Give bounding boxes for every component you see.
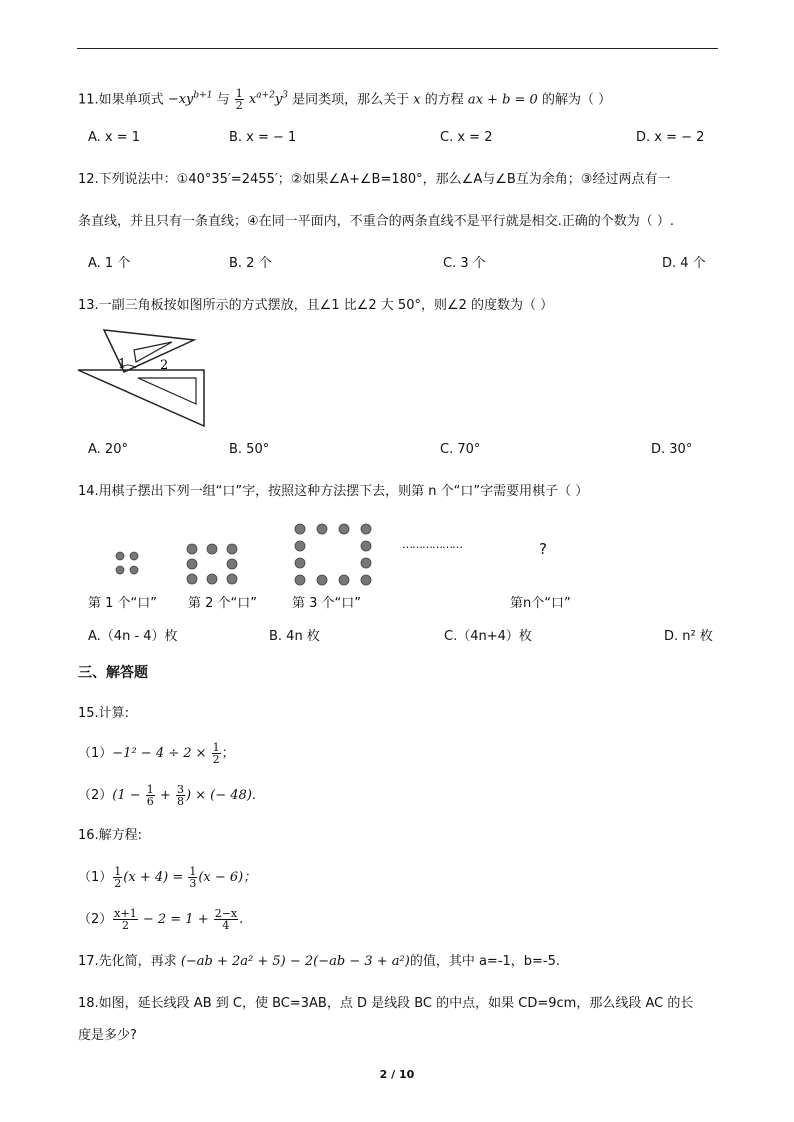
q14-option-a: A.（4n - 4）枚	[88, 629, 178, 644]
question-11	[78, 86, 718, 111]
angle-2-label: 2	[160, 358, 169, 373]
q11-variable: x	[413, 92, 421, 108]
q14-caption-2: 第 2 个“口”	[188, 596, 258, 611]
q14-question-mark: ?	[539, 540, 547, 558]
top-rule	[77, 48, 718, 49]
q14-option-c: C.（4n+4）枚	[444, 629, 532, 644]
q12-option-c: C. 3 个	[443, 256, 486, 271]
q15-p2-fraction-1: $\frac{1}{6}$	[146, 783, 154, 808]
q13-option-a: A. 20°	[88, 442, 128, 457]
q14-option-b: B. 4n 枚	[269, 629, 320, 644]
q11-text: 11.如果单项式	[78, 92, 168, 108]
q16-p2-fraction-1: $\frac{x+1}{2}$	[114, 907, 137, 932]
q15-p1-expression: −1² − 4 ÷ 2 ×	[112, 746, 211, 761]
q11-monomial-2: $x^{a+2}y^3$	[248, 91, 288, 108]
q11-text: 与	[216, 92, 234, 108]
q15-title: 15.计算:	[78, 706, 130, 721]
q16-title: 16.解方程:	[78, 828, 143, 843]
q15-p2-fraction-2: $\frac{3}{8}$	[176, 783, 184, 808]
pattern-3	[295, 524, 371, 585]
q13-option-d: D. 30°	[651, 442, 693, 457]
q12-option-b: B. 2 个	[229, 256, 272, 271]
q16-p2-fraction-2: $\frac{2-x}{4}$	[214, 907, 238, 932]
pattern-1	[116, 552, 138, 574]
q18-line-2: 度是多少?	[78, 1028, 137, 1043]
q11-text: 的解为（ ）	[541, 92, 612, 108]
angle-1-label: 1	[118, 357, 127, 372]
q14-caption-3: 第 3 个“口”	[292, 596, 362, 611]
q17-expression: (−ab + 2a² + 5) − 2(−ab − 3 + a²)	[180, 954, 410, 969]
q12-line-1: 12.下列说法中：①40°35′=2455′；②如果∠A+∠B=180°，那么∠A与∠B互为余角；③经过两点有一	[78, 172, 671, 187]
q16-p1-fraction-2: $\frac{1}{3}$	[189, 865, 197, 890]
q11-option-a: A. x = 1	[88, 130, 141, 145]
q13-option-c: C. 70°	[440, 442, 481, 457]
chess-pieces-figure	[110, 518, 390, 590]
q11-text: 的方程	[424, 92, 468, 108]
q18-line-1: 18.如图，延长线段 AB 到 C，使 BC=3AB，点 D 是线段 BC 的中点，如果 CD=9cm，那么线段 AC 的长	[78, 996, 694, 1011]
q11-option-d: D. x = − 2	[636, 130, 705, 145]
q13-option-b: B. 50°	[229, 442, 270, 457]
q12-option-a: A. 1 个	[88, 256, 131, 271]
question-17: 17.先化简，再求 (−ab + 2a² + 5) − 2(−ab − 3 + a²)的值，其中 a=-1，b=-5.	[78, 954, 561, 969]
q11-option-b: B. x = − 1	[229, 130, 297, 145]
q12-line-2: 条直线，并且只有一条直线；④在同一平面内，不重合的两条直线不是平行就是相交.正确的个数为（ ）.	[78, 214, 675, 229]
q11-fraction: $\frac{1}{2}$	[235, 87, 243, 113]
q16-part-2: （2） $\frac{x+1}{2}$ − 2 = 1 + $\frac{2-x}{4}$ .	[78, 907, 244, 932]
q11-option-c: C. x = 2	[440, 130, 493, 145]
triangle-rulers-figure	[76, 328, 216, 430]
q11-monomial-1: $-xy^{b+1}$	[167, 91, 213, 108]
q11-text: 是同类项，那么关于	[292, 92, 414, 108]
q14-option-d: D. n² 枚	[664, 629, 713, 644]
q15-part-2: （2）(1 − $\frac{1}{6}$ + $\frac{3}{8}$ ) × (− 48).	[78, 783, 257, 808]
q12-option-d: D. 4 个	[662, 256, 706, 271]
question-13: 13.一副三角板按如图所示的方式摆放，且∠1 比∠2 大 50°，则∠2 的度数为（ ）	[78, 298, 554, 313]
section-heading: 三、解答题	[78, 665, 148, 681]
pattern-2	[187, 544, 237, 584]
q11-equation: ax + b = 0	[467, 92, 538, 108]
q16-p1-fraction-1: $\frac{1}{2}$	[114, 865, 122, 890]
q14-caption-n: 第n个“口”	[510, 596, 571, 611]
q15-part-1: （1）−1² − 4 ÷ 2 × $\frac{1}{2}$ ；	[78, 741, 235, 766]
question-14: 14.用棋子摆出下列一组“口”字，按照这种方法摆下去，则第 n 个“口”字需要用棋子（ ）	[78, 484, 589, 499]
q16-part-1: （1） $\frac{1}{2}$ (x + 4) = $\frac{1}{3}$ (x − 6)；	[78, 865, 257, 890]
q14-caption-1: 第 1 个“口”	[88, 596, 158, 611]
q15-p1-fraction: $\frac{1}{2}$	[212, 741, 220, 766]
q14-ellipsis: ………………	[402, 538, 462, 551]
page-number: 2 / 10	[379, 1068, 415, 1081]
